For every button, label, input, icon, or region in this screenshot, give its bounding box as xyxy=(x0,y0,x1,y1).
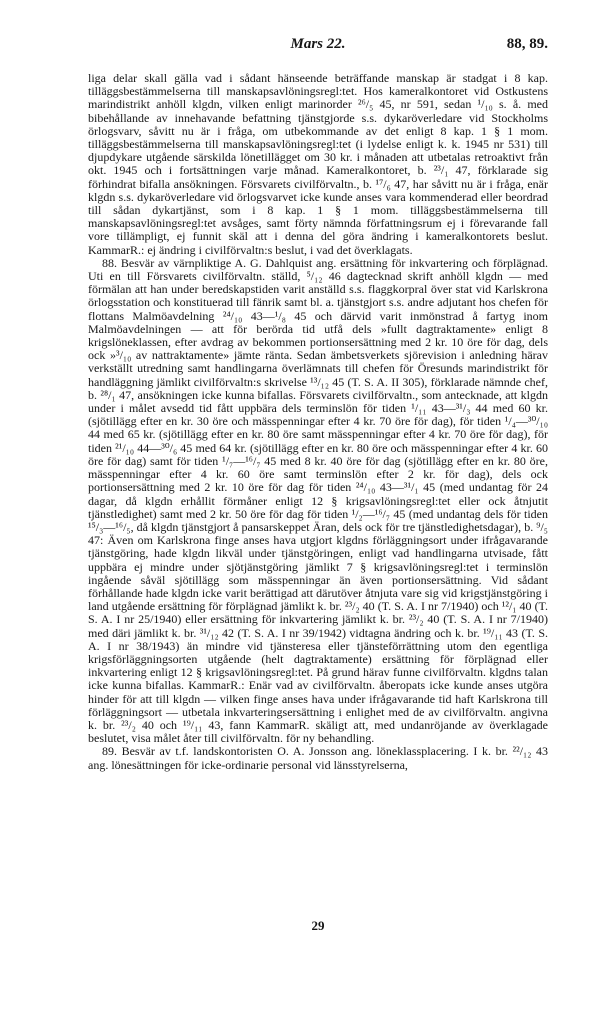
paragraph-case-89: 89. Besvär av t.f. landskontoristen O. A. Jonsson ang. löneklassplacering. I k. br. ²²/₁₂ 43 ang. lönesättningen för icke-ordinarie personal vid länsstyrelserna, xyxy=(88,744,548,772)
page-number: 29 xyxy=(311,918,325,933)
body-text xyxy=(88,72,548,772)
paragraph-case-88: 88. Besvär av värnpliktige A. G. Dahlquist ang. ersättning för inkvartering och förplägnad. Uti en till Försvarets civilförvaltn. ställd, ⁵/₁₂ 46 dagtecknad skrift anhöll klgdn — med förmälan att han under beredskapstiden varit anställd s.s. flaggkorpral över stat vid Karlskrona örlogsstation och konstituerad till fänrik samt bl. a. tjänstgjort s.s. andre adjutant hos chefen för flottans Malmöavdelning ²⁴/₁₀ 43—¹/₈ 45 och därvid varit inmönstrad å fartyg inom Malmöavdelningen — att för berörda tid utfå dels »fullt dagtraktamente» enligt 8 krigslöneklassen, efter avdrag av bekommen portionsersättning med 2 kr. 10 öre för dag, dels ock »³/₁₀ av nattraktamente» jämte ränta. Sedan ämbetsverkets sjörevision i anledning härav verkställt utredning samt handlingarna överlämnats till chefen för Öresunds marindistrikt för handläggning jämlikt civilförvaltn:s skrivelse ¹³/₁₂ 45 (T. S. A. II 305), förklarade nämnde chef, b. ²⁸/₁ 47, ansökningen icke kunna bifallas. Försvarets civilförvaltn., som antecknade, att klgdn under i målet avsedd tid fått uppbära dels terminslön för tiden ¹/₁₁ 43—³¹/₃ 44 med 60 kr. (sjötillägg efter en kr. 30 öre och mässpenningar efter 4 kr. 70 öre för dag), för tiden ¹/₄—³⁰/₁₀ 44 med 65 kr. (sjötillägg efter en kr. 80 öre samt mässpenningar efter 4 kr. 70 öre för dag), för tiden ²¹/₁₀ 44—³⁰/₆ 45 med 64 kr. (sjötillägg efter en kr. 80 öre och mässpenningar efter 4 kr. 60 öre för dag) samt för tiden ¹/₇—¹⁶/₇ 45 med 8 kr. 40 öre för dag (sjötillägg efter en kr. 80 öre, mässpenningar efter 4 kr. 60 öre samt terminslön efter 2 kr. för dag), dels ock portionsersättning med 2 kr. 10 öre för dag för tiden ²⁴/₁₀ 43—³¹/₁ 45 (med undantag för 24 dagar, då klgdn erhållit förmåner enligt 12 § krigsavlöningsregl:tet eller ock åtnjutit tjänstledighet) samt med 2 kr. 50 öre för dag för tiden ¹/₂—¹⁶/₇ 45 (med undantag dels för tiden ¹⁵/₃—¹⁶/₅, då klgdn tjänstgjort å pansarskeppet Äran, dels ock för tre tjänstledighetsdagar), b. ⁹/₅ 47: Även om Karlskrona finge anses hava utgjort klgdns förläggningsort under ifrågavarande tjänstgöring, hade klgdn likväl under tjänstgöringen, enligt vad handlingarna utvisade, fått uppbära ej mindre under sjötjänstgöring jämlikt 7 § krigsavlöningsregl:tet i terminslön ingående såväl sjötillägg som mässpenningar än även portionsersättning. Vid sådant förhållande hade klgdn icke varit berättigad att därutöver åtnjuta vare sig vid krigstjänstgöring i land utgående ersättning för förplägnad jämlikt k. br. ²³/₂ 40 (T. S. A. I nr 7/1940) och ¹²/₁ 40 (T. S. A. I nr 25/1940) eller ersättning för inkvartering jämlikt k. br. ²³/₂ 40 (T. S. A. I nr 7/1940) med däri jämlikt k. br. ³¹/₁₂ 42 (T. S. A. I nr 39/1942) vidtagna ändring och k. br. ¹⁹/₁₁ 43 (T. S. A. I nr 38/1943) än mindre vid tjänsteresa eller tjänsteförrättning utom den egentliga krigsförläggningsorten utgående (helt dagtraktamente) ersättning för förplägnad eller inkvartering enligt 12 § krigsavlöningsregl:tet. På grund härav funne civilförvaltn. klgdns talan icke kunna bifallas. KammarR.: Enär vad av civilförvaltn. åberopats icke kunde anses utgöra hinder för att till klgdn — vilken finge anses hava under ifrågavarande tid haft Karlskrona till förläggningsort — utbetala inkvarteringsersättning i enlighet med de av civilförvaltn. angivna k. br. ²³/₂ 40 och ¹⁹/₁₁ 43, fann KammarR. skäligt att, med undanröjande av överklagade beslutet, visa målet åter till civilförvaltn. för ny behandling. xyxy=(88,255,548,746)
running-head-title: Mars 22. xyxy=(290,36,346,52)
running-head-section-numbers: 88, 89. xyxy=(506,36,548,52)
running-head xyxy=(88,36,548,58)
paragraph-continuation: liga delar skall gälla vad i sådant hänseende beträffande manskap är stadgat i 8 kap. tilläggsbestämmelserna till manskapsavlöningsregl:tet. Hos kameralkontoret vid Ostkustens marindistrikt anhöll klgdn, vilken enligt marinorder ²⁶/₅ 45, nr 591, sedan ¹/₁₀ s. å. med bibehållande av innehavande befattning tjänstgjorde s.s. dykaröverledare vid Stockholms örlogsvarv, såvitt nu är i fråga, om utbekommande av det enligt 8 kap. 1 § 1 mom. tilläggsbestämmelserna till manskapsavlöningsregl:tet (i lydelse enligt k. k. 1945 nr 531) till djupdykare utgående särskilda lönetillägget om 30 kr. i månaden att utbetalas retroaktivt från okt. 1945 och i fortsättningen varje månad. Kameralkontoret, b. ²³/₁ 47, förklarade sig förhindrat bifalla ansökningen. Försvarets civilförvaltn., b. ¹⁷/₆ 47, har såvitt nu är i fråga, enär klgdn s.s. dykaröverledare vid örlogsvarvet icke kunde anses vara kommenderad eller beordrad till sådan dykartjänst, som i 8 kap. 1 § 1 mom. tilläggsbestämmelserna till manskapsavlöningsregl:tet avsåges, samt förty nämnda författningsrum ej i förevarande fall vore tillämpligt, ej funnit skäl att i denna del göra ändring i kameralkontorets beslut. KammarR.: ej ändring i civilförvaltn:s beslut, i vad det överklagats. xyxy=(88,71,548,257)
